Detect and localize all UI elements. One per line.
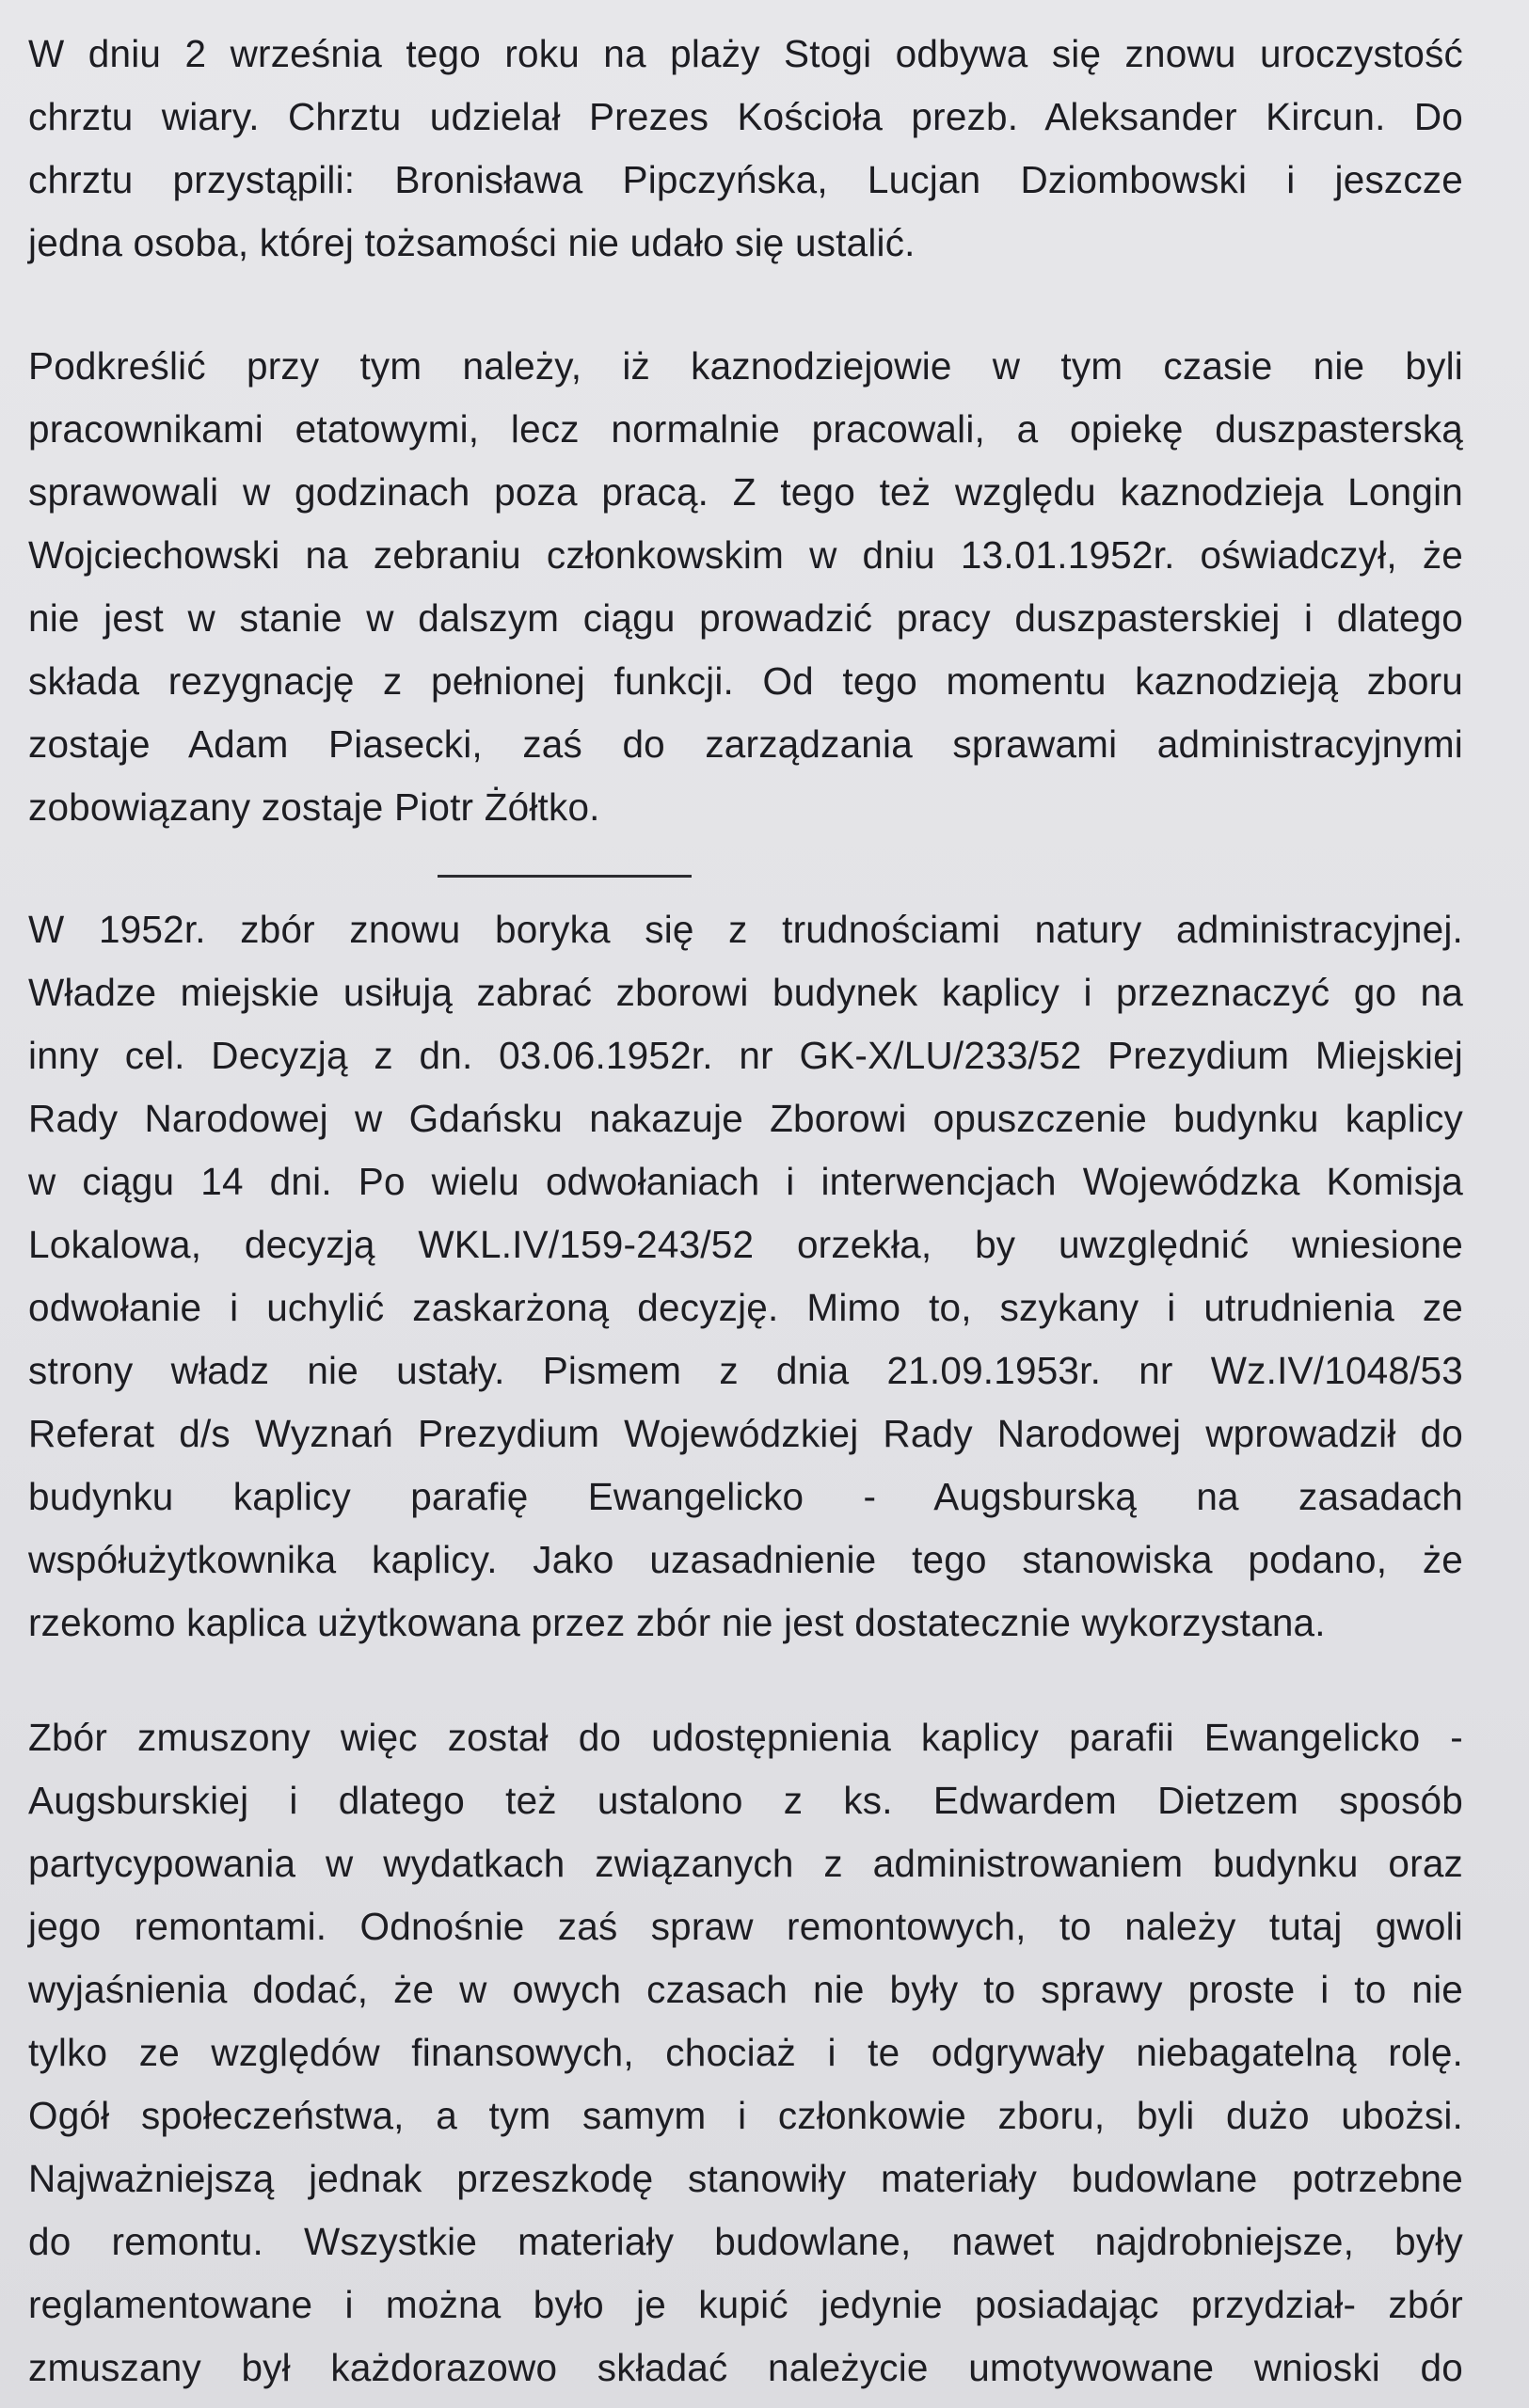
text-line: jedna osoba, której tożsamości nie udało się ustalić. — [28, 221, 916, 264]
text-line: W 1952r. zbór znowu boryka się z trudnościami natury administracyjnej. — [28, 908, 1463, 951]
text-line: zostaje Adam Piasecki, zaś do zarządzania sprawami administracyjnymi — [28, 722, 1463, 766]
section-divider — [438, 875, 692, 878]
text-line: tylko ze względów finansowych, chociaż i te odgrywały niebagatelną rolę. — [28, 2031, 1463, 2074]
text-line: Podkreślić przy tym należy, iż kaznodziejowie w tym czasie nie byli — [28, 344, 1463, 388]
text-line: chrztu przystąpili: Bronisława Pipczyńska, Lucjan Dziombowski i jeszcze — [28, 158, 1463, 201]
text-line: inny cel. Decyzją z dn. 03.06.1952r. nr GK-X/LU/233/52 Prezydium Miejskiej — [28, 1034, 1463, 1077]
text-line: Augsburskiej i dlatego też ustalono z ks. Edwardem Dietzem sposób — [28, 1779, 1463, 1822]
paragraph-administrative-difficulties — [28, 898, 1463, 1655]
text-line: partycypowania w wydatkach związanych z administrowaniem budynku oraz — [28, 1842, 1463, 1885]
text-line: odwołanie i uchylić zaskarżoną decyzję. Mimo to, szykany i utrudnienia ze — [28, 1286, 1463, 1329]
text-line: nie jest w stanie w dalszym ciągu prowadzić pracy duszpasterskiej i dlatego — [28, 596, 1463, 640]
text-line: do remontu. Wszystkie materiały budowlane, nawet najdrobniejsze, były — [28, 2220, 1463, 2263]
text-line: Wojciechowski na zebraniu członkowskim w dniu 13.01.1952r. oświadczył, że — [28, 533, 1463, 577]
text-line: współużytkownika kaplicy. Jako uzasadnienie tego stanowiska podano, że — [28, 1538, 1463, 1581]
text-line: Lokalowa, decyzją WKL.IV/159-243/52 orzekła, by uwzględnić wniesione — [28, 1223, 1463, 1266]
text-line: zobowiązany zostaje Piotr Żółtko. — [28, 785, 600, 829]
text-line: rzekomo kaplica użytkowana przez zbór nie jest dostatecznie wykorzystana. — [28, 1601, 1326, 1644]
text-line: wyjaśnienia dodać, że w owych czasach nie były to sprawy proste i to nie — [28, 1968, 1463, 2011]
paragraph-chapel-sharing — [28, 1706, 1463, 2400]
text-line: Rady Narodowej w Gdańsku nakazuje Zborowi opuszczenie budynku kaplicy — [28, 1097, 1463, 1140]
text-line: budynku kaplicy parafię Ewangelicko - Augsburską na zasadach — [28, 1475, 1463, 1518]
text-line: Władze miejskie usiłują zabrać zborowi budynek kaplicy i przeznaczyć go na — [28, 971, 1463, 1014]
text-line: chrztu wiary. Chrztu udzielał Prezes Kościoła prezb. Aleksander Kircun. Do — [28, 95, 1463, 138]
text-line: Najważniejszą jednak przeszkodę stanowiły materiały budowlane potrzebne — [28, 2157, 1463, 2200]
text-line: W dniu 2 września tego roku na plaży Stogi odbywa się znowu uroczystość — [28, 32, 1463, 75]
text-line: Referat d/s Wyznań Prezydium Wojewódzkiej Rady Narodowej wprowadził do — [28, 1412, 1463, 1455]
paragraph-preachers — [28, 335, 1463, 839]
text-line: strony władz nie ustały. Pismem z dnia 21.09.1953r. nr Wz.IV/1048/53 — [28, 1349, 1463, 1392]
text-line: Zbór zmuszony więc został do udostępnienia kaplicy parafii Ewangelicko - — [28, 1716, 1463, 1759]
text-line: składa rezygnację z pełnionej funkcji. Od tego momentu kaznodzieją zboru — [28, 659, 1463, 703]
text-line: reglamentowane i można było je kupić jedynie posiadając przydział- zbór — [28, 2283, 1463, 2326]
paragraph-baptism — [28, 23, 1463, 275]
text-line: pracownikami etatowymi, lecz normalnie pracowali, a opiekę duszpasterską — [28, 407, 1463, 451]
text-line: Ogół społeczeństwa, a tym samym i członkowie zboru, byli dużo ubożsi. — [28, 2094, 1463, 2137]
text-line: w ciągu 14 dni. Po wielu odwołaniach i interwencjach Wojewódzka Komisja — [28, 1160, 1463, 1203]
text-line: jego remontami. Odnośnie zaś spraw remontowych, to należy tutaj gwoli — [28, 1905, 1463, 1948]
text-line: sprawowali w godzinach poza pracą. Z tego też względu kaznodzieja Longin — [28, 470, 1463, 514]
text-line: zmuszany był każdorazowo składać należycie umotywowane wnioski do — [28, 2346, 1463, 2389]
